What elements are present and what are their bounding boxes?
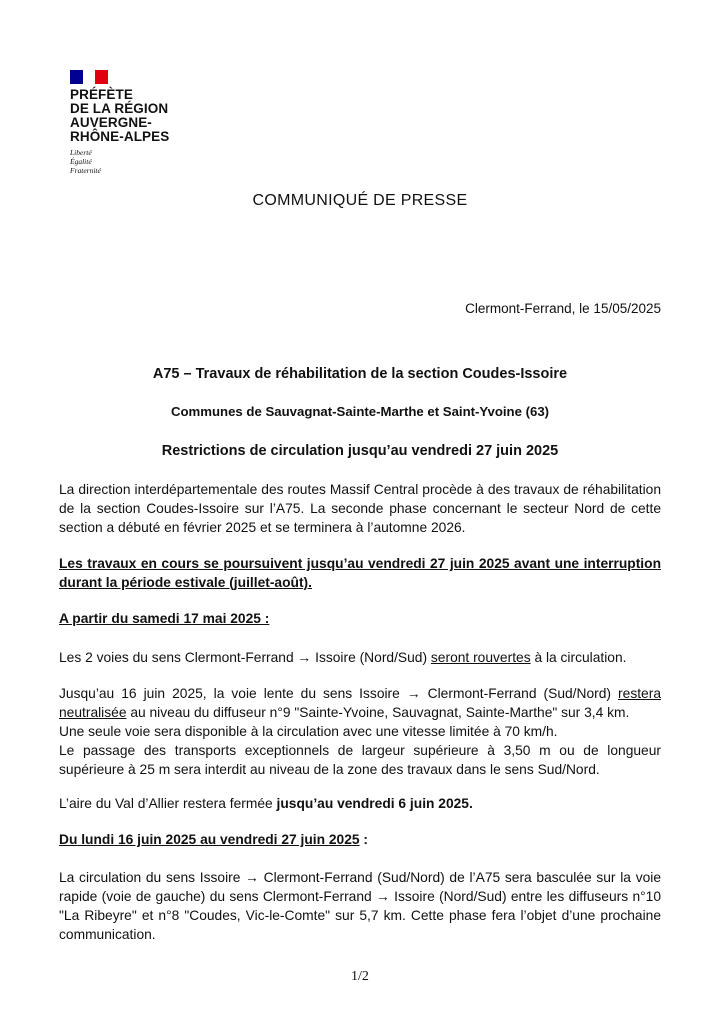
restrictions-title: Restrictions de circulation jusqu’au vendredi 27 juin 2025 bbox=[161, 443, 559, 459]
page-number: 1/2 bbox=[351, 969, 369, 984]
intro-paragraph: La direction interdépartementale des routes Massif Central procède à des travaux de réhabilitation de la section Coudes-Issoire sur l’A75. La seconde phase concernant le secteur Nord de cette section a débuté en février 2025 et se terminera à l’automne 2026. bbox=[59, 482, 661, 535]
text-run: au niveau du diffuseur n°9 "Sainte-Yvoine, Sauvagnat, Sainte-Marthe" sur 3,4 km. bbox=[126, 705, 630, 720]
section1-paragraph-2 bbox=[59, 684, 661, 722]
section1-paragraph-5 bbox=[59, 794, 661, 813]
motto-line: Liberté bbox=[70, 148, 92, 157]
text-run: : bbox=[359, 832, 369, 847]
bold-text: jusqu’au vendredi 6 juin 2025. bbox=[276, 796, 473, 811]
prefecture-line: DE LA RÉGION bbox=[70, 101, 169, 116]
text-run: L’aire du Val d’Allier restera fermée bbox=[59, 796, 277, 811]
prefecture-line: PRÉFÈTE bbox=[70, 87, 133, 102]
prefecture-logo bbox=[70, 70, 230, 175]
motto-line: Fraternité bbox=[70, 166, 101, 175]
prefecture-line: AUVERGNE- bbox=[70, 115, 152, 130]
section1-paragraph-4: Le passage des transports exceptionnels de largeur supérieure à 3,50 m ou de longueur supérieure à 25 m sera interdit au niveau de la zone des travaux dans le sens Sud/Nord. bbox=[59, 743, 661, 777]
section2-heading bbox=[59, 830, 661, 849]
highlight-paragraph: Les travaux en cours se poursuivent jusqu’au vendredi 27 juin 2025 avant une interruption durant la période estivale (juillet-août). bbox=[59, 556, 661, 590]
underlined-text: restera neutralisée bbox=[59, 686, 661, 720]
text-run: à la circulation. bbox=[530, 650, 627, 665]
section1-heading: A partir du samedi 17 mai 2025 : bbox=[59, 611, 270, 626]
communes-subtitle: Communes de Sauvagnat-Sainte-Marthe et Saint-Yvoine (63) bbox=[170, 404, 550, 419]
place-date: Clermont-Ferrand, le 15/05/2025 bbox=[465, 301, 661, 316]
section1-paragraph-1 bbox=[59, 648, 661, 667]
prefecture-name bbox=[70, 88, 230, 144]
marianne-flag-icon bbox=[70, 70, 108, 84]
republic-motto bbox=[70, 148, 230, 175]
headline: A75 – Travaux de réhabilitation de la section Coudes-Issoire bbox=[152, 366, 568, 382]
motto-line: Égalité bbox=[70, 157, 92, 166]
underlined-text: seront rouvertes bbox=[430, 650, 531, 665]
prefecture-line: RHÔNE-ALPES bbox=[70, 129, 170, 144]
section1-paragraph-3: Une seule voie sera disponible à la circulation avec une vitesse limitée à 70 km/h. bbox=[59, 724, 558, 739]
text-run: Jusqu’au 16 juin 2025, la voie lente du sens Issoire → Clermont-Ferrand (Sud/Nord) bbox=[59, 686, 619, 701]
section2-paragraph-1: La circulation du sens Issoire → Clermont-Ferrand (Sud/Nord) de l’A75 sera basculée sur la voie rapide (voie de gauche) du sens Clermont-Ferrand → Issoire (Nord/Sud) entre les diffuseurs n°10 "La Ribeyre" et n°8 "Coudes, Vic-le-Comte" sur 5,7 km. Cette phase fera l’objet d’une prochaine communication. bbox=[59, 870, 661, 942]
underlined-text: Du lundi 16 juin 2025 au vendredi 27 juin 2025 bbox=[59, 832, 360, 847]
document-type-title: COMMUNIQUÉ DE PRESSE bbox=[252, 192, 468, 209]
text-run: Les 2 voies du sens Clermont-Ferrand → Issoire (Nord/Sud) bbox=[59, 650, 431, 665]
